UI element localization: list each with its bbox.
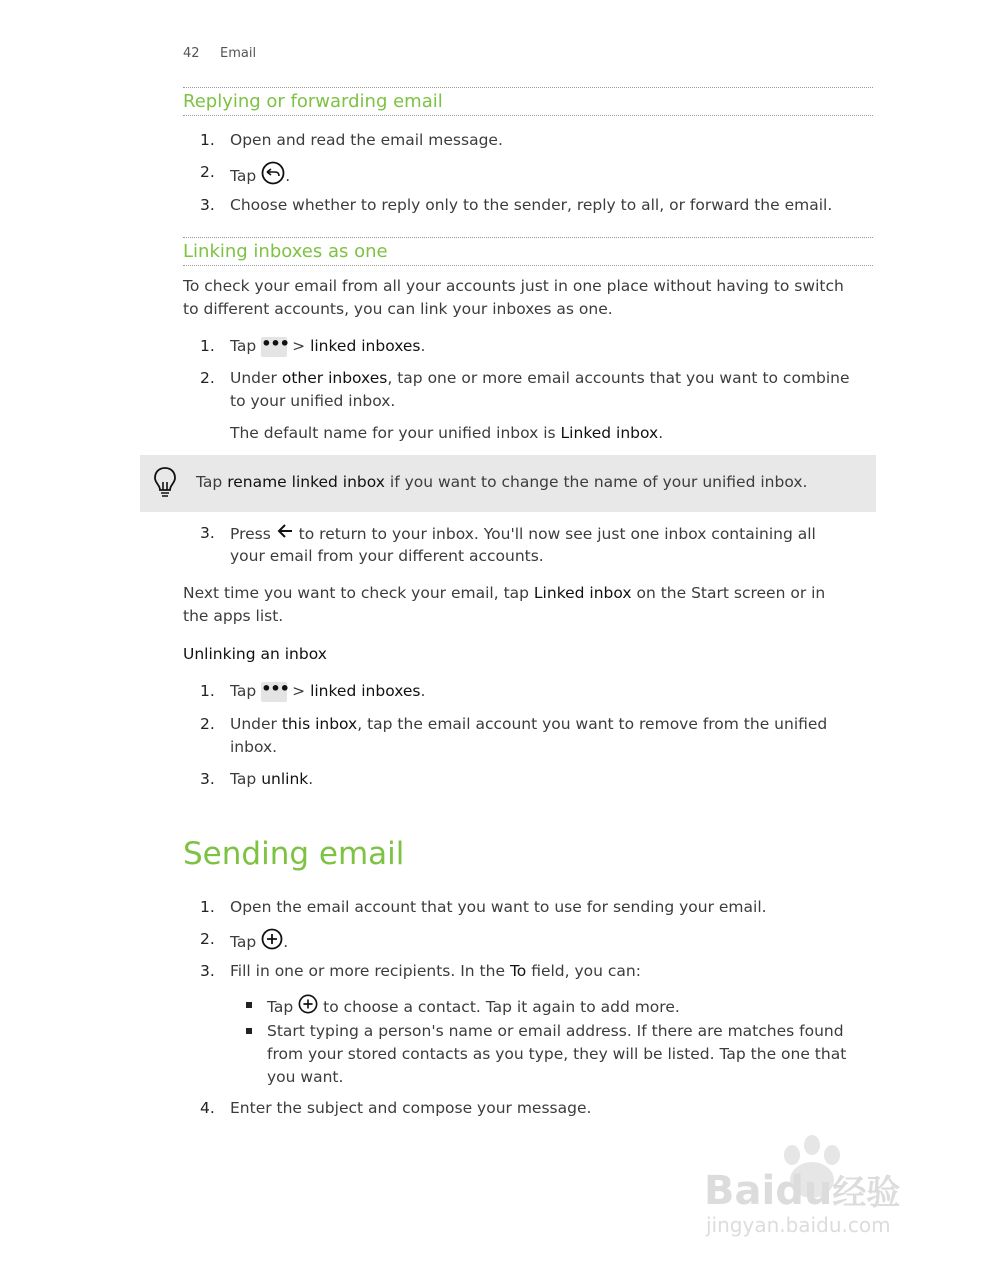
punctuation: . bbox=[308, 770, 314, 788]
step-number: 1. bbox=[200, 898, 215, 916]
lightbulb-icon bbox=[153, 466, 177, 504]
punctuation: . bbox=[285, 167, 291, 185]
step-text-continued: inbox. bbox=[230, 738, 278, 756]
step-text bbox=[230, 335, 425, 358]
step-number: 3. bbox=[200, 196, 215, 214]
bullet-marker bbox=[246, 1002, 252, 1008]
step-text bbox=[230, 161, 290, 192]
paragraph-line bbox=[183, 582, 825, 605]
ui-term-to-field: To bbox=[509, 962, 527, 980]
note-text bbox=[230, 422, 663, 445]
step-text bbox=[230, 522, 816, 547]
text: Next time you want to check your email, tap bbox=[183, 584, 529, 602]
text: Under bbox=[230, 369, 277, 387]
text: field, you can: bbox=[531, 962, 641, 980]
step-text-tap: Tap bbox=[230, 933, 257, 951]
ui-term-this-inbox: this inbox bbox=[281, 715, 358, 733]
watermark-brand-bai: Bai bbox=[704, 1168, 776, 1214]
ui-term-other-inboxes: other inboxes bbox=[281, 369, 388, 387]
punctuation: . bbox=[420, 337, 426, 355]
step-text-tap: Tap bbox=[230, 167, 257, 185]
step-text: Open and read the email message. bbox=[230, 131, 503, 149]
punctuation: . bbox=[420, 682, 426, 700]
ui-term-rename-linked-inbox: rename linked inbox bbox=[227, 473, 385, 491]
menu-separator: > bbox=[292, 682, 306, 700]
running-header-section: Email bbox=[220, 46, 257, 61]
step-text-continued: your email from your different accounts. bbox=[230, 547, 544, 565]
reply-icon bbox=[261, 161, 285, 192]
bullet-text bbox=[267, 994, 680, 1021]
menu-item-linked-inboxes: linked inboxes bbox=[310, 682, 421, 700]
text: if you want to change the name of your unified inbox. bbox=[389, 473, 808, 491]
step-text-continued: to your unified inbox. bbox=[230, 392, 396, 410]
step-number: 1. bbox=[200, 682, 215, 700]
intro-line: To check your email from all your accounts just in one place without having to switch bbox=[183, 277, 844, 295]
step-number: 2. bbox=[200, 930, 215, 948]
more-dots-icon: ••• bbox=[261, 682, 287, 702]
watermark-brand-jingyan: 经验 bbox=[832, 1173, 901, 1213]
step-number: 2. bbox=[200, 369, 215, 387]
step-number: 3. bbox=[200, 770, 215, 788]
text: to choose a contact. Tap it again to add more. bbox=[323, 998, 680, 1016]
step-text bbox=[230, 928, 288, 957]
step-number: 2. bbox=[200, 163, 215, 181]
add-circle-icon bbox=[261, 928, 283, 957]
step-text: Open the email account that you want to use for sending your email. bbox=[230, 898, 767, 916]
step-number: 4. bbox=[200, 1099, 215, 1117]
ui-term-linked-inbox: Linked inbox bbox=[560, 424, 659, 442]
paragraph-line: the apps list. bbox=[183, 607, 284, 625]
bullet-text: you want. bbox=[267, 1068, 344, 1086]
text: , tap one or more email accounts that you want to combine bbox=[387, 369, 850, 387]
punctuation: . bbox=[658, 424, 664, 442]
step-text bbox=[230, 713, 827, 736]
text: Tap bbox=[230, 770, 257, 788]
section-title-replying: Replying or forwarding email bbox=[183, 87, 873, 116]
step-text-tap: Tap bbox=[230, 337, 257, 355]
tip-text bbox=[196, 471, 807, 494]
step-number: 1. bbox=[200, 131, 215, 149]
ui-term-unlink: unlink bbox=[261, 770, 309, 788]
text: Tap bbox=[196, 473, 223, 491]
step-text: Enter the subject and compose your message. bbox=[230, 1099, 592, 1117]
text: on the Start screen or in bbox=[636, 584, 826, 602]
step-number: 3. bbox=[200, 962, 215, 980]
bullet-marker bbox=[246, 1028, 252, 1034]
more-dots-icon: ••• bbox=[261, 337, 287, 357]
punctuation: . bbox=[283, 933, 289, 951]
step-text bbox=[230, 768, 313, 791]
menu-separator: > bbox=[292, 337, 306, 355]
step-text: Choose whether to reply only to the sender, reply to all, or forward the email. bbox=[230, 196, 833, 214]
bullet-text: Start typing a person's name or email address. If there are matches found bbox=[267, 1022, 844, 1040]
baidu-watermark bbox=[700, 1135, 940, 1245]
text: The default name for your unified inbox is bbox=[230, 424, 556, 442]
text: Press bbox=[230, 525, 271, 543]
ui-term-linked-inbox: Linked inbox bbox=[533, 584, 632, 602]
step-text bbox=[230, 367, 850, 390]
step-number: 1. bbox=[200, 337, 215, 355]
watermark-brand-du: du bbox=[775, 1168, 833, 1214]
step-text-tap: Tap bbox=[230, 682, 257, 700]
back-arrow-icon bbox=[276, 522, 294, 547]
page-number: 42 bbox=[183, 46, 200, 61]
text: to return to your inbox. You'll now see just one inbox containing all bbox=[298, 525, 816, 543]
text: , tap the email account you want to remove from the unified bbox=[357, 715, 828, 733]
bullet-text: from your stored contacts as you type, they will be listed. Tap the one that bbox=[267, 1045, 847, 1063]
text: Under bbox=[230, 715, 277, 733]
intro-line: to different accounts, you can link your inboxes as one. bbox=[183, 300, 613, 318]
section-title-linking: Linking inboxes as one bbox=[183, 237, 873, 266]
step-text bbox=[230, 960, 641, 983]
step-number: 3. bbox=[200, 524, 215, 542]
tip-box bbox=[140, 455, 876, 512]
add-circle-icon bbox=[298, 994, 318, 1021]
text: Tap bbox=[267, 998, 294, 1016]
watermark-brand bbox=[704, 1165, 900, 1214]
menu-item-linked-inboxes: linked inboxes bbox=[310, 337, 421, 355]
text: Fill in one or more recipients. In the bbox=[230, 962, 505, 980]
subsection-title-unlinking: Unlinking an inbox bbox=[183, 645, 327, 663]
step-number: 2. bbox=[200, 715, 215, 733]
step-text bbox=[230, 680, 425, 703]
watermark-url: jingyan.baidu.com bbox=[706, 1213, 891, 1237]
chapter-title-sending-email: Sending email bbox=[183, 836, 405, 872]
